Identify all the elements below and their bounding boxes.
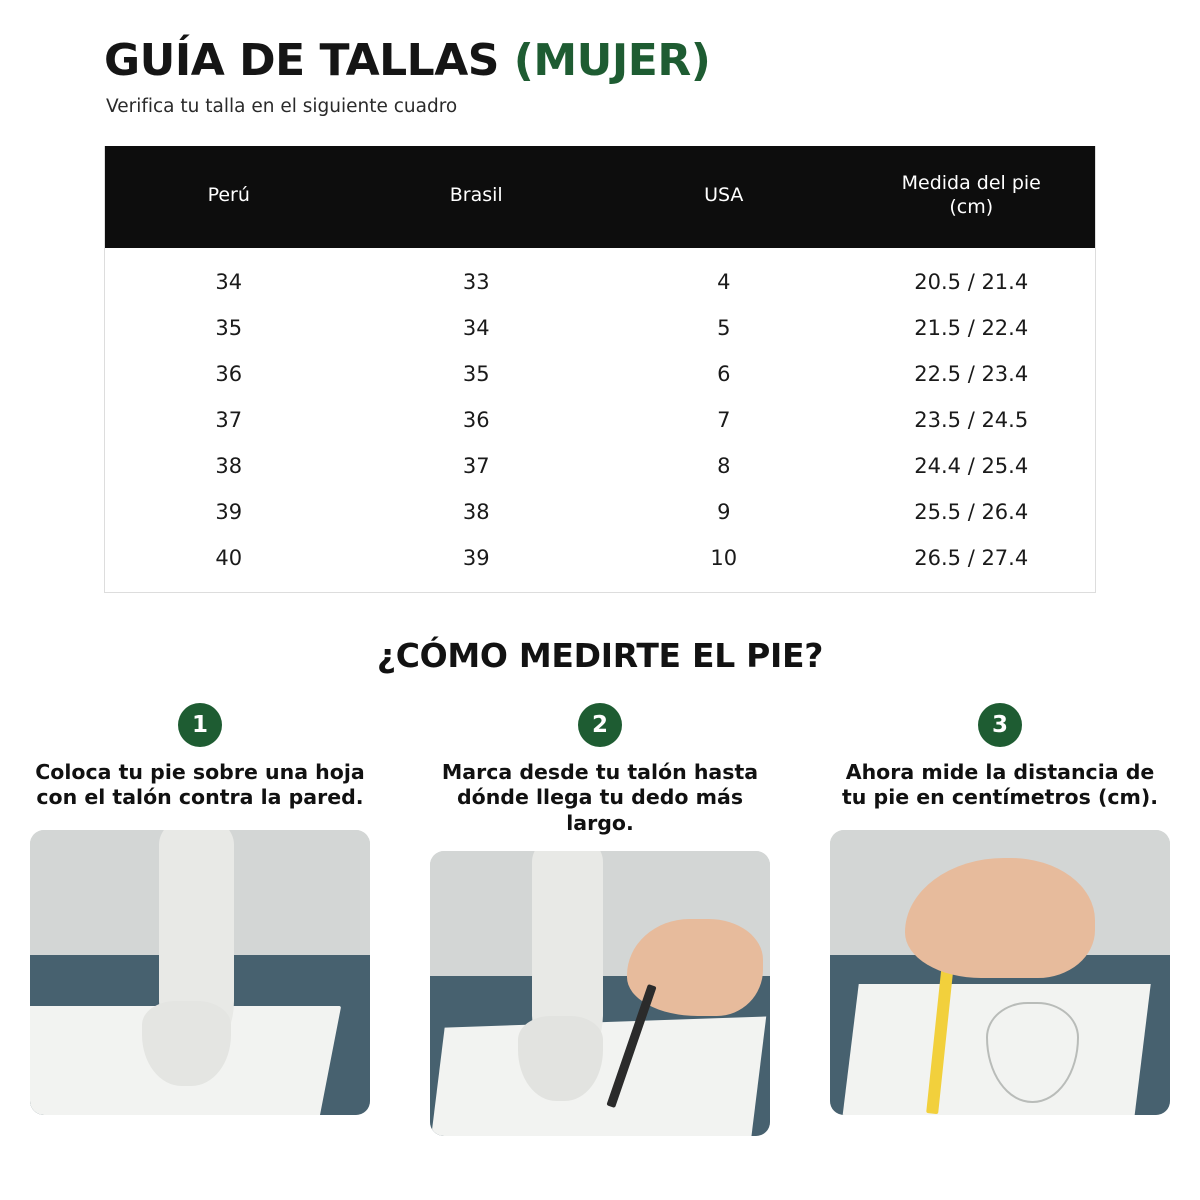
- size-table-head: [105, 146, 1095, 248]
- page-title-main: GUÍA DE TALLAS: [104, 35, 514, 86]
- table-row: [105, 535, 1095, 592]
- cell-brasil: 39: [353, 535, 601, 592]
- size-table-body: [105, 248, 1095, 592]
- marking-toe-with-pencil-photo: [430, 851, 770, 1136]
- cell-brasil: 35: [353, 351, 601, 397]
- cell-usa: 8: [600, 443, 848, 489]
- column-header-foot-measure: [848, 146, 1096, 248]
- step-number-badge: 2: [578, 703, 622, 747]
- step-description: Marca desde tu talón hasta dónde llega tu dedo más largo.: [441, 759, 759, 835]
- cell-peru: 37: [105, 397, 353, 443]
- table-row: [105, 248, 1095, 305]
- cell-usa: 9: [600, 489, 848, 535]
- cell-foot-measure: 23.5 / 24.5: [848, 397, 1096, 443]
- step-description: Coloca tu pie sobre una hoja con el talón contra la pared.: [35, 759, 365, 810]
- cell-usa: 5: [600, 305, 848, 351]
- howto-title: ¿CÓMO MEDIRTE EL PIE?: [376, 635, 824, 675]
- cell-usa: 7: [600, 397, 848, 443]
- cell-peru: 38: [105, 443, 353, 489]
- foot-shape: [142, 1001, 230, 1087]
- cell-foot-measure: 21.5 / 22.4: [848, 305, 1096, 351]
- measuring-with-tape-photo: [830, 830, 1170, 1115]
- cell-brasil: 33: [353, 248, 601, 305]
- table-header-row: [105, 146, 1095, 248]
- cell-peru: 36: [105, 351, 353, 397]
- steps-container: [30, 703, 1170, 1136]
- column-header-foot-measure-line1: Medida del pie: [901, 172, 1041, 195]
- column-header-peru: Perú: [105, 146, 353, 248]
- cell-usa: 4: [600, 248, 848, 305]
- size-table: [105, 146, 1095, 592]
- page-title: [104, 35, 1200, 86]
- cell-brasil: 37: [353, 443, 601, 489]
- step-3: [830, 703, 1170, 1136]
- table-row: [105, 443, 1095, 489]
- cell-usa: 10: [600, 535, 848, 592]
- size-table-container: [104, 146, 1096, 593]
- cell-peru: 40: [105, 535, 353, 592]
- step-number-badge: 3: [978, 703, 1022, 747]
- cell-brasil: 36: [353, 397, 601, 443]
- cell-peru: 39: [105, 489, 353, 535]
- cell-foot-measure: 24.4 / 25.4: [848, 443, 1096, 489]
- cell-brasil: 38: [353, 489, 601, 535]
- column-header-brasil: Brasil: [353, 146, 601, 248]
- cell-brasil: 34: [353, 305, 601, 351]
- cell-foot-measure: 25.5 / 26.4: [848, 489, 1096, 535]
- cell-usa: 6: [600, 351, 848, 397]
- foot-against-wall-photo: [30, 830, 370, 1115]
- step-description: Ahora mide la distancia de tu pie en centímetros (cm).: [841, 759, 1159, 810]
- cell-peru: 34: [105, 248, 353, 305]
- header: [0, 0, 1200, 117]
- step-1: [30, 703, 370, 1136]
- cell-foot-measure: 20.5 / 21.4: [848, 248, 1096, 305]
- table-row: [105, 397, 1095, 443]
- table-row: [105, 489, 1095, 535]
- cell-peru: 35: [105, 305, 353, 351]
- column-header-usa: USA: [600, 146, 848, 248]
- cell-foot-measure: 26.5 / 27.4: [848, 535, 1096, 592]
- column-header-foot-measure-line2: (cm): [949, 195, 994, 218]
- table-row: [105, 305, 1095, 351]
- cell-foot-measure: 22.5 / 23.4: [848, 351, 1096, 397]
- table-row: [105, 351, 1095, 397]
- step-2: [430, 703, 770, 1136]
- page-title-accent: (MUJER): [513, 35, 711, 86]
- step-number-badge: 1: [178, 703, 222, 747]
- page-subtitle: Verifica tu talla en el siguiente cuadro: [106, 96, 458, 118]
